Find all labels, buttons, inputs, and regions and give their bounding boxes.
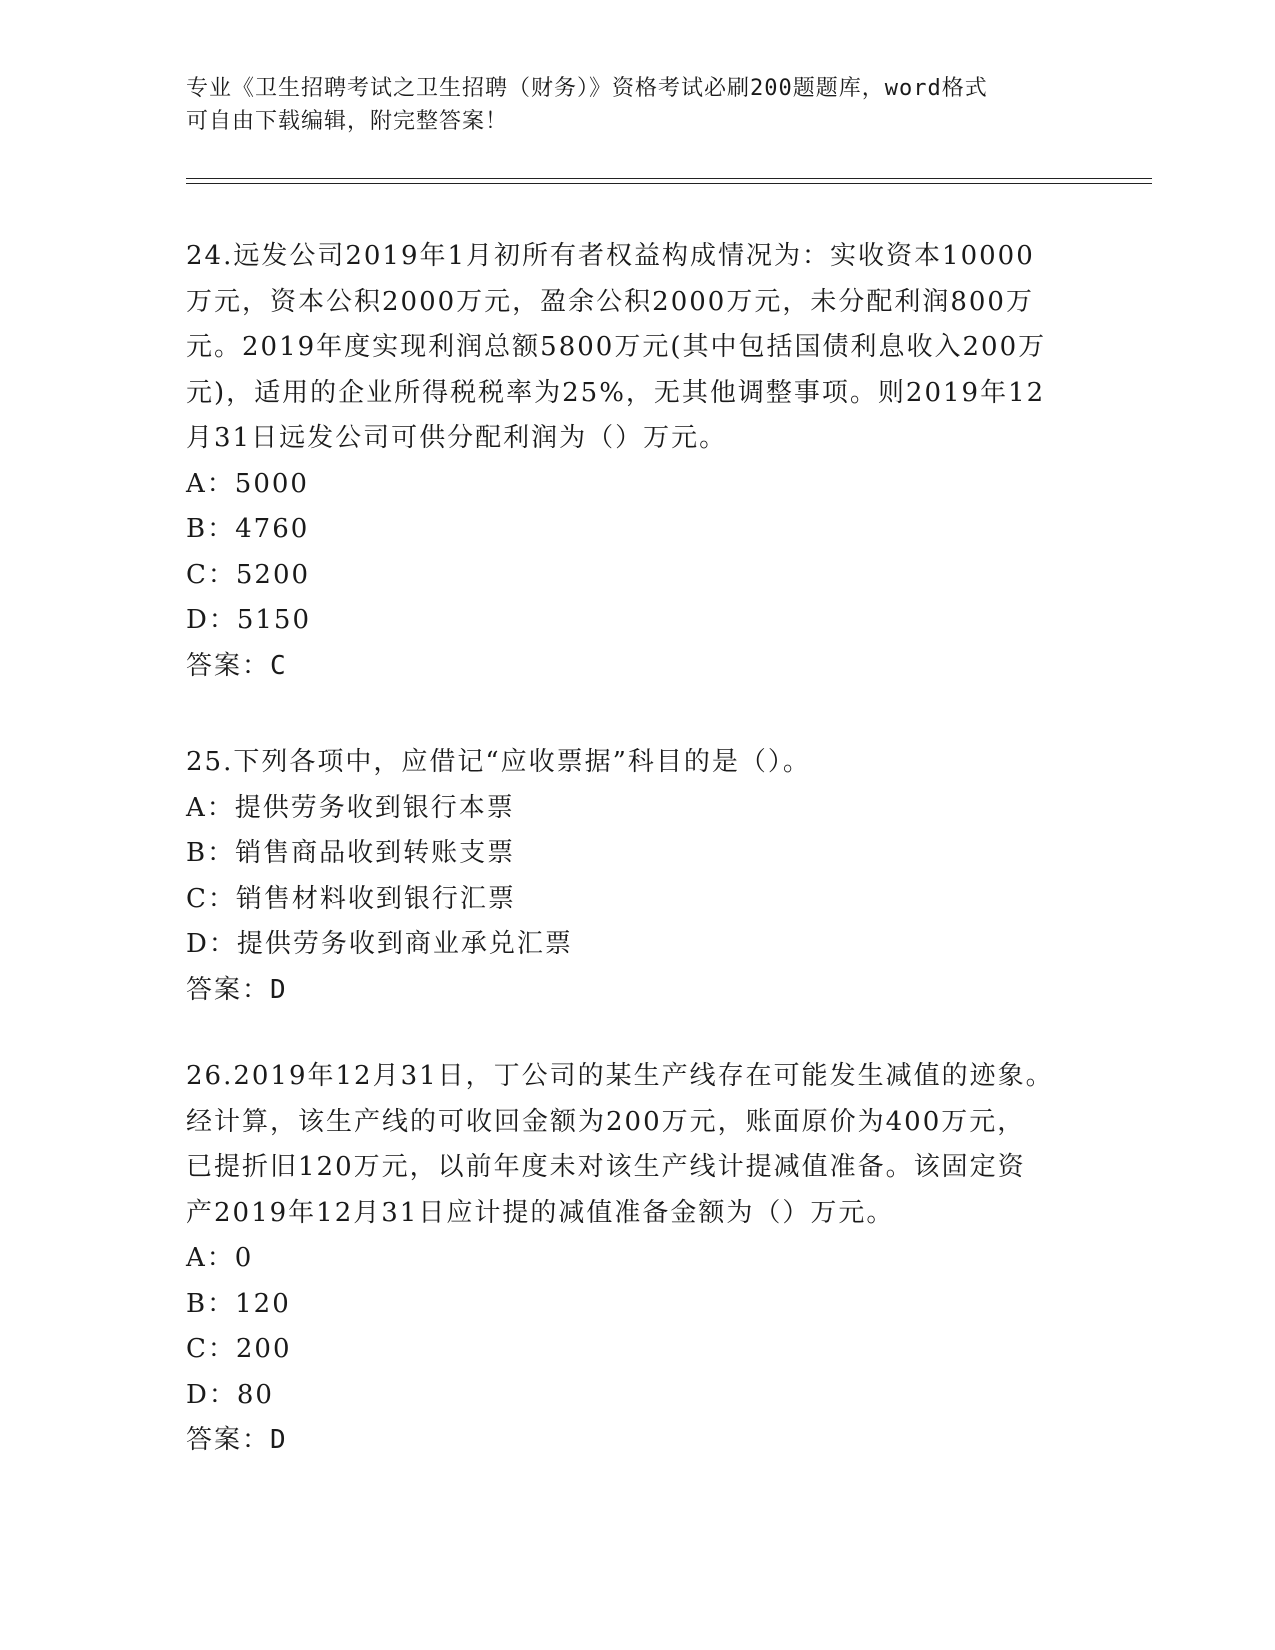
answer: 答案：C bbox=[186, 650, 288, 681]
question-stem-line: 月31日远发公司可供分配利润为（）万元。 bbox=[186, 423, 728, 453]
option-b: B：4760 bbox=[186, 514, 310, 544]
document-header bbox=[186, 72, 1086, 138]
question-24 bbox=[186, 234, 1086, 689]
answer: 答案：D bbox=[186, 974, 288, 1005]
question-stem bbox=[186, 234, 1086, 462]
option-c: C：5200 bbox=[186, 559, 311, 590]
option-c: C：200 bbox=[186, 1334, 292, 1364]
question-stem-line: 万元，资本公积2000万元，盈余公积2000万元，未分配利润800万 bbox=[186, 286, 1034, 317]
option-d: D：80 bbox=[186, 1379, 274, 1410]
question-stem-line: 产2019年12月31日应计提的减值准备金额为（）万元。 bbox=[186, 1197, 895, 1228]
question-stem bbox=[186, 740, 1086, 786]
question-25 bbox=[186, 740, 1086, 1013]
header-divider-top bbox=[186, 178, 1152, 179]
question-stem-line: 24.远发公司2019年1月初所有者权益构成情况为：实收资本10000 bbox=[186, 241, 1035, 271]
question-stem-line: 经计算，该生产线的可收回金额为200万元，账面原价为400万元， bbox=[186, 1106, 1026, 1137]
answer: 答案：D bbox=[186, 1425, 288, 1455]
header-line-1: 专业《卫生招聘考试之卫生招聘（财务）》资格考试必刷200题题库，word格式 bbox=[186, 76, 988, 101]
option-a: A：提供劳务收到银行本票 bbox=[186, 792, 515, 823]
option-b: B：120 bbox=[186, 1288, 291, 1319]
option-a: A：5000 bbox=[186, 468, 309, 499]
question-stem-line: 25.下列各项中，应借记“应收票据”科目的是（）。 bbox=[186, 747, 811, 777]
header-line-2: 可自由下载编辑，附完整答案！ bbox=[186, 109, 509, 134]
option-d: D：5150 bbox=[186, 605, 312, 635]
question-26 bbox=[186, 1054, 1086, 1464]
question-stem-line: 已提折旧120万元，以前年度未对该生产线计提减值准备。该固定资 bbox=[186, 1152, 1026, 1182]
question-stem bbox=[186, 1054, 1086, 1236]
question-stem-line: 26.2019年12月31日，丁公司的某生产线存在可能发生减值的迹象。 bbox=[186, 1061, 1054, 1091]
question-stem-line: 元)，适用的企业所得税税率为25%，无其他调整事项。则2019年12 bbox=[186, 377, 1046, 408]
option-c: C：销售材料收到银行汇票 bbox=[186, 883, 516, 914]
option-d: D：提供劳务收到商业承兑汇票 bbox=[186, 929, 573, 959]
option-a: A：0 bbox=[186, 1243, 254, 1273]
header-divider-bottom bbox=[186, 183, 1152, 184]
option-b: B：销售商品收到转账支票 bbox=[186, 838, 516, 868]
question-stem-line: 元。2019年度实现利润总额5800万元(其中包括国债利息收入200万 bbox=[186, 332, 1047, 362]
